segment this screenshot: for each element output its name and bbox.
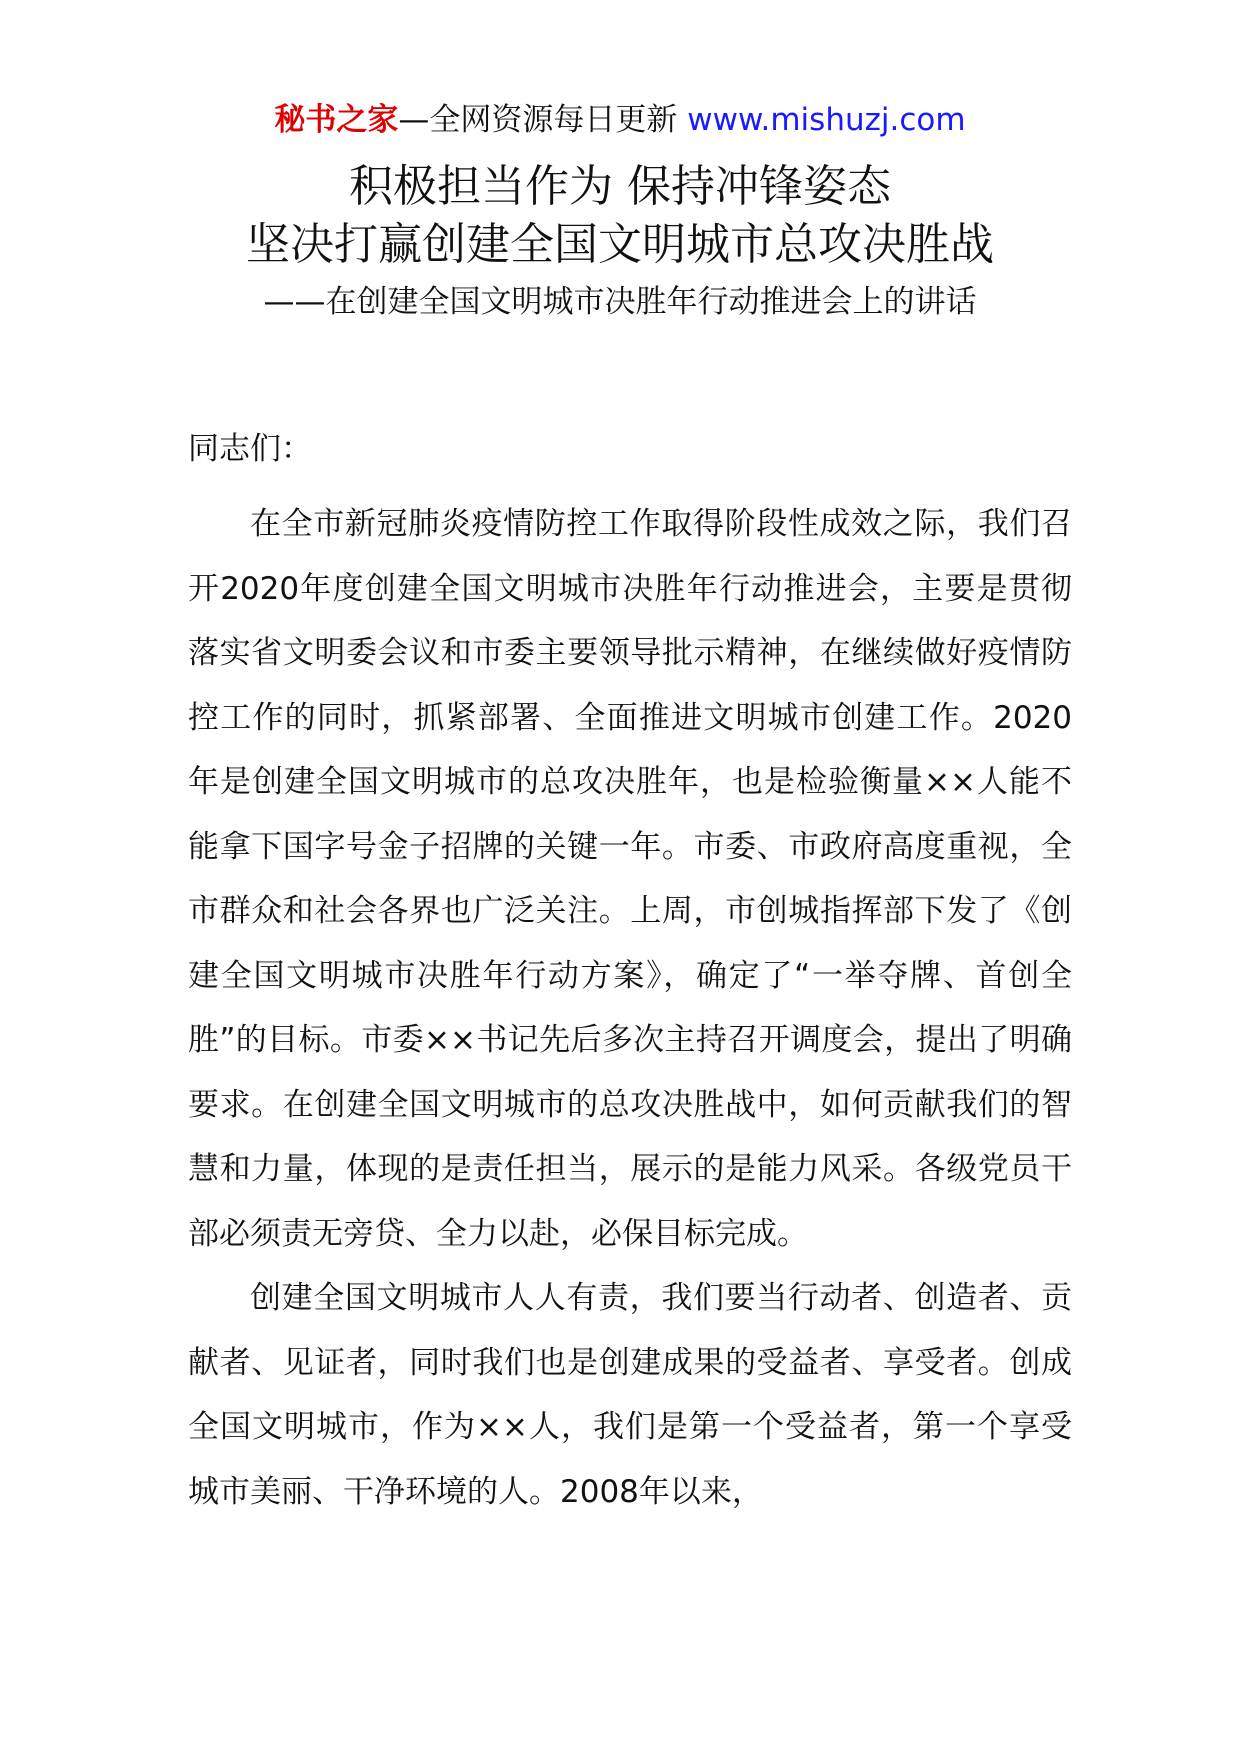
header-tagline: —全网资源每日更新 [398,102,678,138]
paragraph-1: 在全市新冠肺炎疫情防控工作取得阶段性成效之际，我们召开2020年度创建全国文明城市决胜年行动推进会，主要是贯彻落实省文明委会议和市委主要领导批示精神，在继续做好疫情防控工作的同时，抓紧部署、全面推进文明城市创建工作。2020年是创建全国文明城市的总攻决胜年，也是检验衡量××人能不能拿下国字号金子招牌的关键一年。市委、市政府高度重视，全市群众和社会各界也广泛关注。上周，市创城指挥部下发了《创建全国文明城市决胜年行动方案》，确定了“一举夺牌、首创全胜”的目标。市委××书记先后多次主持召开调度会，提出了明确要求。在创建全国文明城市的总攻决胜战中，如何贡献我们的智慧和力量，体现的是责任担当，展示的是能力风采。各级党员干部必须责无旁贷、全力以赴，必保目标完成。 [188,506,1072,1252]
body-text [188,428,1072,1524]
paragraph-2: 创建全国文明城市人人有责，我们要当行动者、创造者、贡献者、见证者，同时我们也是创建成果的受益者、享受者。创成全国文明城市，作为××人，我们是第一个受益者，第一个享受城市美丽、干净环境的人。2008年以来， [188,1280,1072,1510]
title-block [0,158,1240,324]
title-line-2: 坚决打赢创建全国文明城市总攻决胜战 [246,219,994,270]
header-banner [0,100,1240,140]
brand-name: 秘书之家 [274,102,399,138]
subtitle: ——在创建全国文明城市决胜年行动推进会上的讲话 [263,284,977,320]
site-url-link[interactable]: www.mishuzj.com [687,102,966,138]
title-line-1: 积极担当作为 保持冲锋姿态 [349,161,891,212]
salutation: 同志们： [188,431,312,467]
